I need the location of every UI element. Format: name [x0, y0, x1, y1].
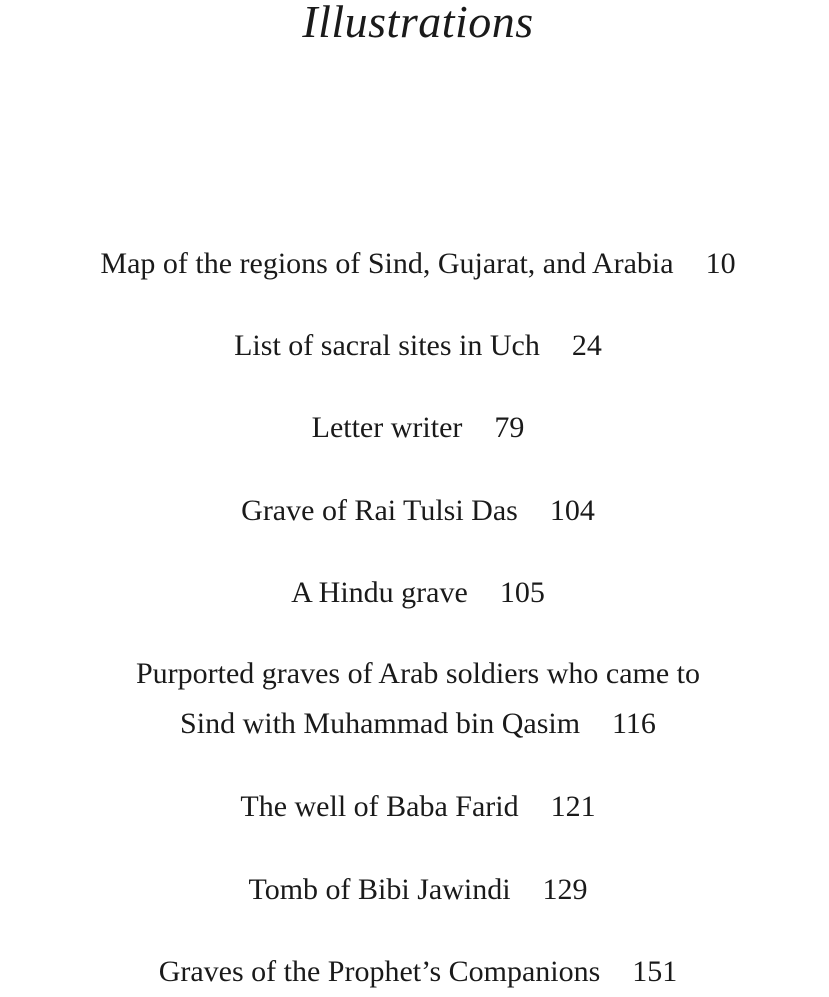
entry-page-number: 116: [612, 707, 656, 740]
illustration-entry: [20, 649, 816, 749]
entry-caption: Map of the regions of Sind, Gujarat, and Arabia: [100, 247, 674, 280]
entry-caption: The well of Baba Farid: [240, 790, 519, 823]
entry-caption-line-1: Purported graves of Arab soldiers who came to: [135, 657, 701, 690]
page-title: Illustrations: [302, 0, 534, 47]
illustration-entry: [20, 782, 816, 832]
entry-page-number: 79: [494, 411, 525, 444]
illustration-entry: [20, 321, 816, 371]
entry-page-number: 104: [549, 494, 595, 527]
illustration-entry: [20, 568, 816, 618]
entry-caption: A Hindu grave: [291, 576, 468, 609]
illustration-entry: [20, 239, 816, 289]
entry-caption: Letter writer: [311, 411, 463, 444]
entry-caption: Grave of Rai Tulsi Das: [241, 494, 518, 527]
entry-caption: Graves of the Prophet’s Companions: [158, 955, 601, 988]
entry-caption: List of sacral sites in Uch: [234, 329, 540, 362]
entry-caption-line-2-wrapper: [20, 699, 816, 749]
illustration-entry: [20, 486, 816, 536]
entry-page-number: 10: [705, 247, 736, 280]
entry-page-number: 121: [550, 790, 596, 823]
illustration-entry: [20, 865, 816, 915]
entry-caption-line-2: Sind with Muhammad bin Qasim: [180, 707, 581, 740]
entry-page-number: 24: [571, 329, 602, 362]
entry-page-number: 105: [499, 576, 545, 609]
illustration-entry: [20, 403, 816, 453]
entry-page-number: 151: [632, 955, 678, 988]
entry-page-number: 129: [542, 873, 588, 906]
entry-caption: Tomb of Bibi Jawindi: [248, 873, 511, 906]
